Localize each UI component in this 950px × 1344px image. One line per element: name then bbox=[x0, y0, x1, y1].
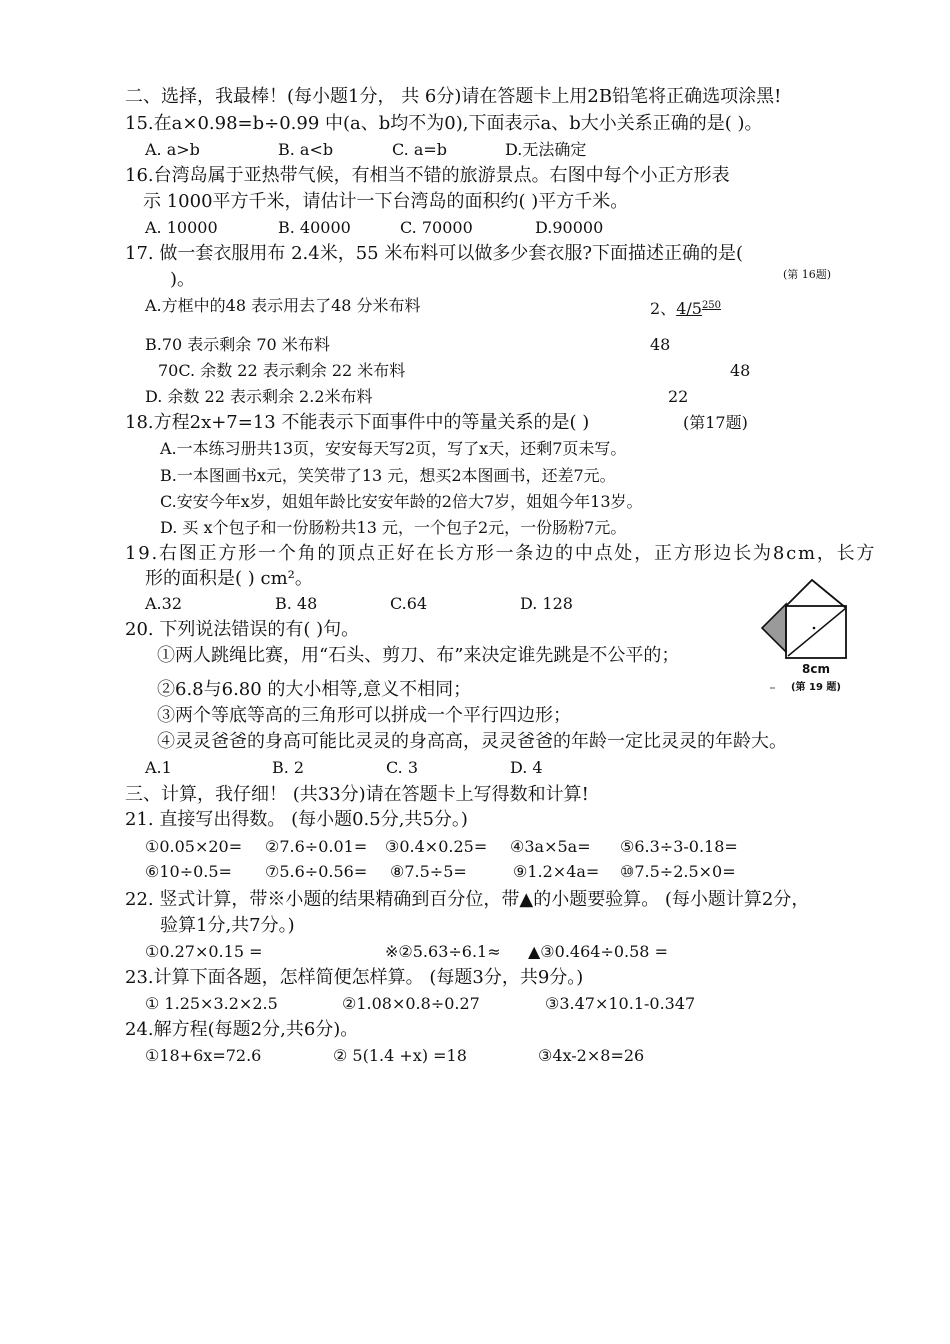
q17-figure-caption: (第17题) bbox=[683, 413, 748, 432]
q17-figure-fraction: 4/5 bbox=[676, 299, 702, 318]
q16-figure-caption: (第 16题) bbox=[783, 268, 832, 281]
q20-statement-2: ②6.8与6.80 的大小相等,意义不相同； bbox=[157, 679, 472, 700]
q20-statement-3: ③两个等底等高的三角形可以拼成一个平行四边形； bbox=[157, 705, 571, 726]
q21-stem: 21. 直接写出得数。 (每小题0.5分,共5分。) bbox=[125, 809, 468, 830]
q20-option-a: A.1 bbox=[145, 758, 172, 777]
q21-item-7: ⑦5.6÷0.56= bbox=[265, 862, 368, 881]
q16-stem-line-2: 示 1000平方千米，请估计一下台湾岛的面积约( )平方千米。 bbox=[143, 191, 629, 212]
q18-option-a: A.一本练习册共13页，安安每天写2页，写了x天，还剩7页未写。 bbox=[160, 439, 627, 458]
q16-stem-line-1: 16.台湾岛属于亚热带气候，有相当不错的旅游景点。右图中每个小正方形表 bbox=[125, 165, 730, 186]
q18-option-c: C.安安今年x岁，姐姐年龄比安安年龄的2倍大7岁，姐姐今年13岁。 bbox=[160, 492, 643, 511]
q19-figure-caption: (第 19 题) bbox=[790, 682, 842, 693]
q20-stem: 20. 下列说法错误的有( )句。 bbox=[125, 619, 360, 640]
q19-side-label: 8cm bbox=[802, 662, 830, 676]
q17-option-c: 70C. 余数 22 表示剩余 22 米布料 bbox=[158, 361, 406, 380]
q20-options bbox=[0, 757, 950, 779]
q18-option-b: B.一本图画书x元，笑笑带了13 元，想买2本图画书，还差7元。 bbox=[160, 466, 616, 485]
q19-option-b: B. 48 bbox=[275, 594, 318, 613]
q19-center-dot bbox=[813, 627, 816, 630]
q15-option-b: B. a<b bbox=[278, 140, 334, 159]
q20-option-d: D. 4 bbox=[510, 758, 543, 777]
q23-stem: 23.计算下面各题，怎样简便怎样算。 (每题3分，共9分。) bbox=[125, 967, 584, 988]
q22-item-2: ※②5.63÷6.1≈ bbox=[385, 942, 501, 961]
q21-item-9: ⑨1.2×4a= bbox=[513, 862, 600, 881]
q15-option-a: A. a>b bbox=[145, 140, 200, 159]
q21-item-6: ⑥10÷0.5= bbox=[145, 862, 232, 881]
q21-items-row-2 bbox=[0, 861, 950, 883]
q21-item-3: ③0.4×0.25= bbox=[385, 837, 488, 856]
q24-item-1: ①18+6x=72.6 bbox=[145, 1046, 262, 1065]
section-3-heading: 三、计算，我仔细！ (共33分)请在答题卡上写得数和计算! bbox=[125, 784, 589, 805]
q16-options bbox=[0, 217, 950, 239]
q19-option-d: D. 128 bbox=[520, 594, 573, 613]
q24-item-2: ② 5(1.4 +x) =18 bbox=[333, 1046, 467, 1065]
q17-figure-superscript: 250 bbox=[701, 300, 722, 311]
q16-option-a: A. 10000 bbox=[145, 218, 218, 237]
q16-option-d: D.90000 bbox=[535, 218, 604, 237]
q19-geometry-figure bbox=[756, 576, 868, 696]
q19-option-c: C.64 bbox=[390, 594, 428, 613]
q15-option-d: D.无法确定 bbox=[505, 140, 587, 159]
q17-division-figure bbox=[650, 295, 721, 320]
q19-diagonal-line bbox=[788, 608, 846, 656]
q22-stem-line-2: 验算1分,共7分。) bbox=[160, 915, 295, 936]
q15-options bbox=[0, 139, 950, 161]
q24-items bbox=[0, 1045, 950, 1067]
q22-stem-line-1: 22. 竖式计算，带※小题的结果精确到百分位，带▲的小题要验算。 (每小题计算2分， bbox=[125, 889, 810, 910]
q17-figure-value-2: 48 bbox=[730, 361, 751, 380]
q23-item-1: ① 1.25×3.2×2.5 bbox=[145, 994, 278, 1013]
q24-stem: 24.解方程(每题2分,共6分)。 bbox=[125, 1019, 359, 1040]
q17-figure-value-1: 48 bbox=[650, 335, 671, 354]
q20-statement-4: ④灵灵爸爸的身高可能比灵灵的身高高，灵灵爸爸的年龄一定比灵灵的年龄大。 bbox=[157, 731, 787, 752]
q21-item-1: ①0.05×20= bbox=[145, 837, 243, 856]
q21-item-10: ⑩7.5÷2.5×0= bbox=[620, 862, 736, 881]
q19-option-a: A.32 bbox=[145, 594, 182, 613]
q23-items bbox=[0, 993, 950, 1015]
q16-option-b: B. 40000 bbox=[278, 218, 351, 237]
q22-item-1: ①0.27×0.15 = bbox=[145, 942, 263, 961]
q24-item-3: ③4x-2×8=26 bbox=[538, 1046, 645, 1065]
q15-option-c: C. a=b bbox=[392, 140, 448, 159]
q18-stem: 18.方程2x+7=13 不能表示下面事件中的等量关系的是( ) bbox=[125, 412, 590, 433]
q16-option-c: C. 70000 bbox=[400, 218, 473, 237]
q21-item-2: ②7.6÷0.01= bbox=[265, 837, 368, 856]
q23-item-3: ③3.47×10.1-0.347 bbox=[545, 994, 696, 1013]
q20-option-c: C. 3 bbox=[386, 758, 419, 777]
q21-item-4: ④3a×5a= bbox=[510, 837, 591, 856]
section-2-heading: 二、选择，我最棒！(每小题1分， 共 6分)请在答题卡上用2B铅笔将正确选项涂黑! bbox=[125, 86, 782, 107]
q18-option-d: D. 买 x个包子和一份肠粉共13 元，一个包子2元，一份肠粉7元。 bbox=[160, 518, 627, 537]
q15-stem: 15.在a×0.98=b÷0.99 中(a、b均不为0),下面表示a、b大小关系正确的是( )。 bbox=[125, 113, 763, 134]
q19-shaded-triangle bbox=[762, 604, 786, 652]
q20-option-b: B. 2 bbox=[272, 758, 305, 777]
q17-stem-line-1: 17. 做一套衣服用布 2.4米，55 米布料可以做多少套衣服?下面描述正确的是( bbox=[125, 243, 743, 264]
q20-statement-1: ①两人跳绳比赛，用“石头、剪刀、布”来决定谁先跳是不公平的； bbox=[157, 645, 680, 666]
q21-items-row-1 bbox=[0, 836, 950, 858]
q19-stem-line-2: 形的面积是( ) cm²。 bbox=[145, 568, 313, 589]
q19-stem-line-1: 19.右图正方形一个角的顶点正好在长方形一条边的中点处，正方形边长为8cm，长方 bbox=[125, 543, 877, 564]
q23-item-2: ②1.08×0.8÷0.27 bbox=[342, 994, 480, 1013]
q17-option-b: B.70 表示剩余 70 米布料 bbox=[145, 335, 330, 354]
q17-figure-prefix: 2、 bbox=[650, 299, 677, 318]
q21-item-5: ⑤6.3÷3-0.18= bbox=[620, 837, 738, 856]
q22-item-3: ▲③0.464÷0.58 = bbox=[528, 942, 668, 961]
q17-figure-value-3: 22 bbox=[668, 387, 689, 406]
q17-stem-line-2: )。 bbox=[170, 269, 196, 290]
q21-item-8: ⑧7.5÷5= bbox=[390, 862, 467, 881]
q17-option-d: D. 余数 22 表示剩余 2.2米布料 bbox=[145, 387, 373, 406]
q17-option-a: A.方框中的48 表示用去了48 分米布料 bbox=[145, 296, 421, 315]
q22-items bbox=[0, 941, 950, 963]
q19-top-triangle bbox=[786, 580, 846, 608]
